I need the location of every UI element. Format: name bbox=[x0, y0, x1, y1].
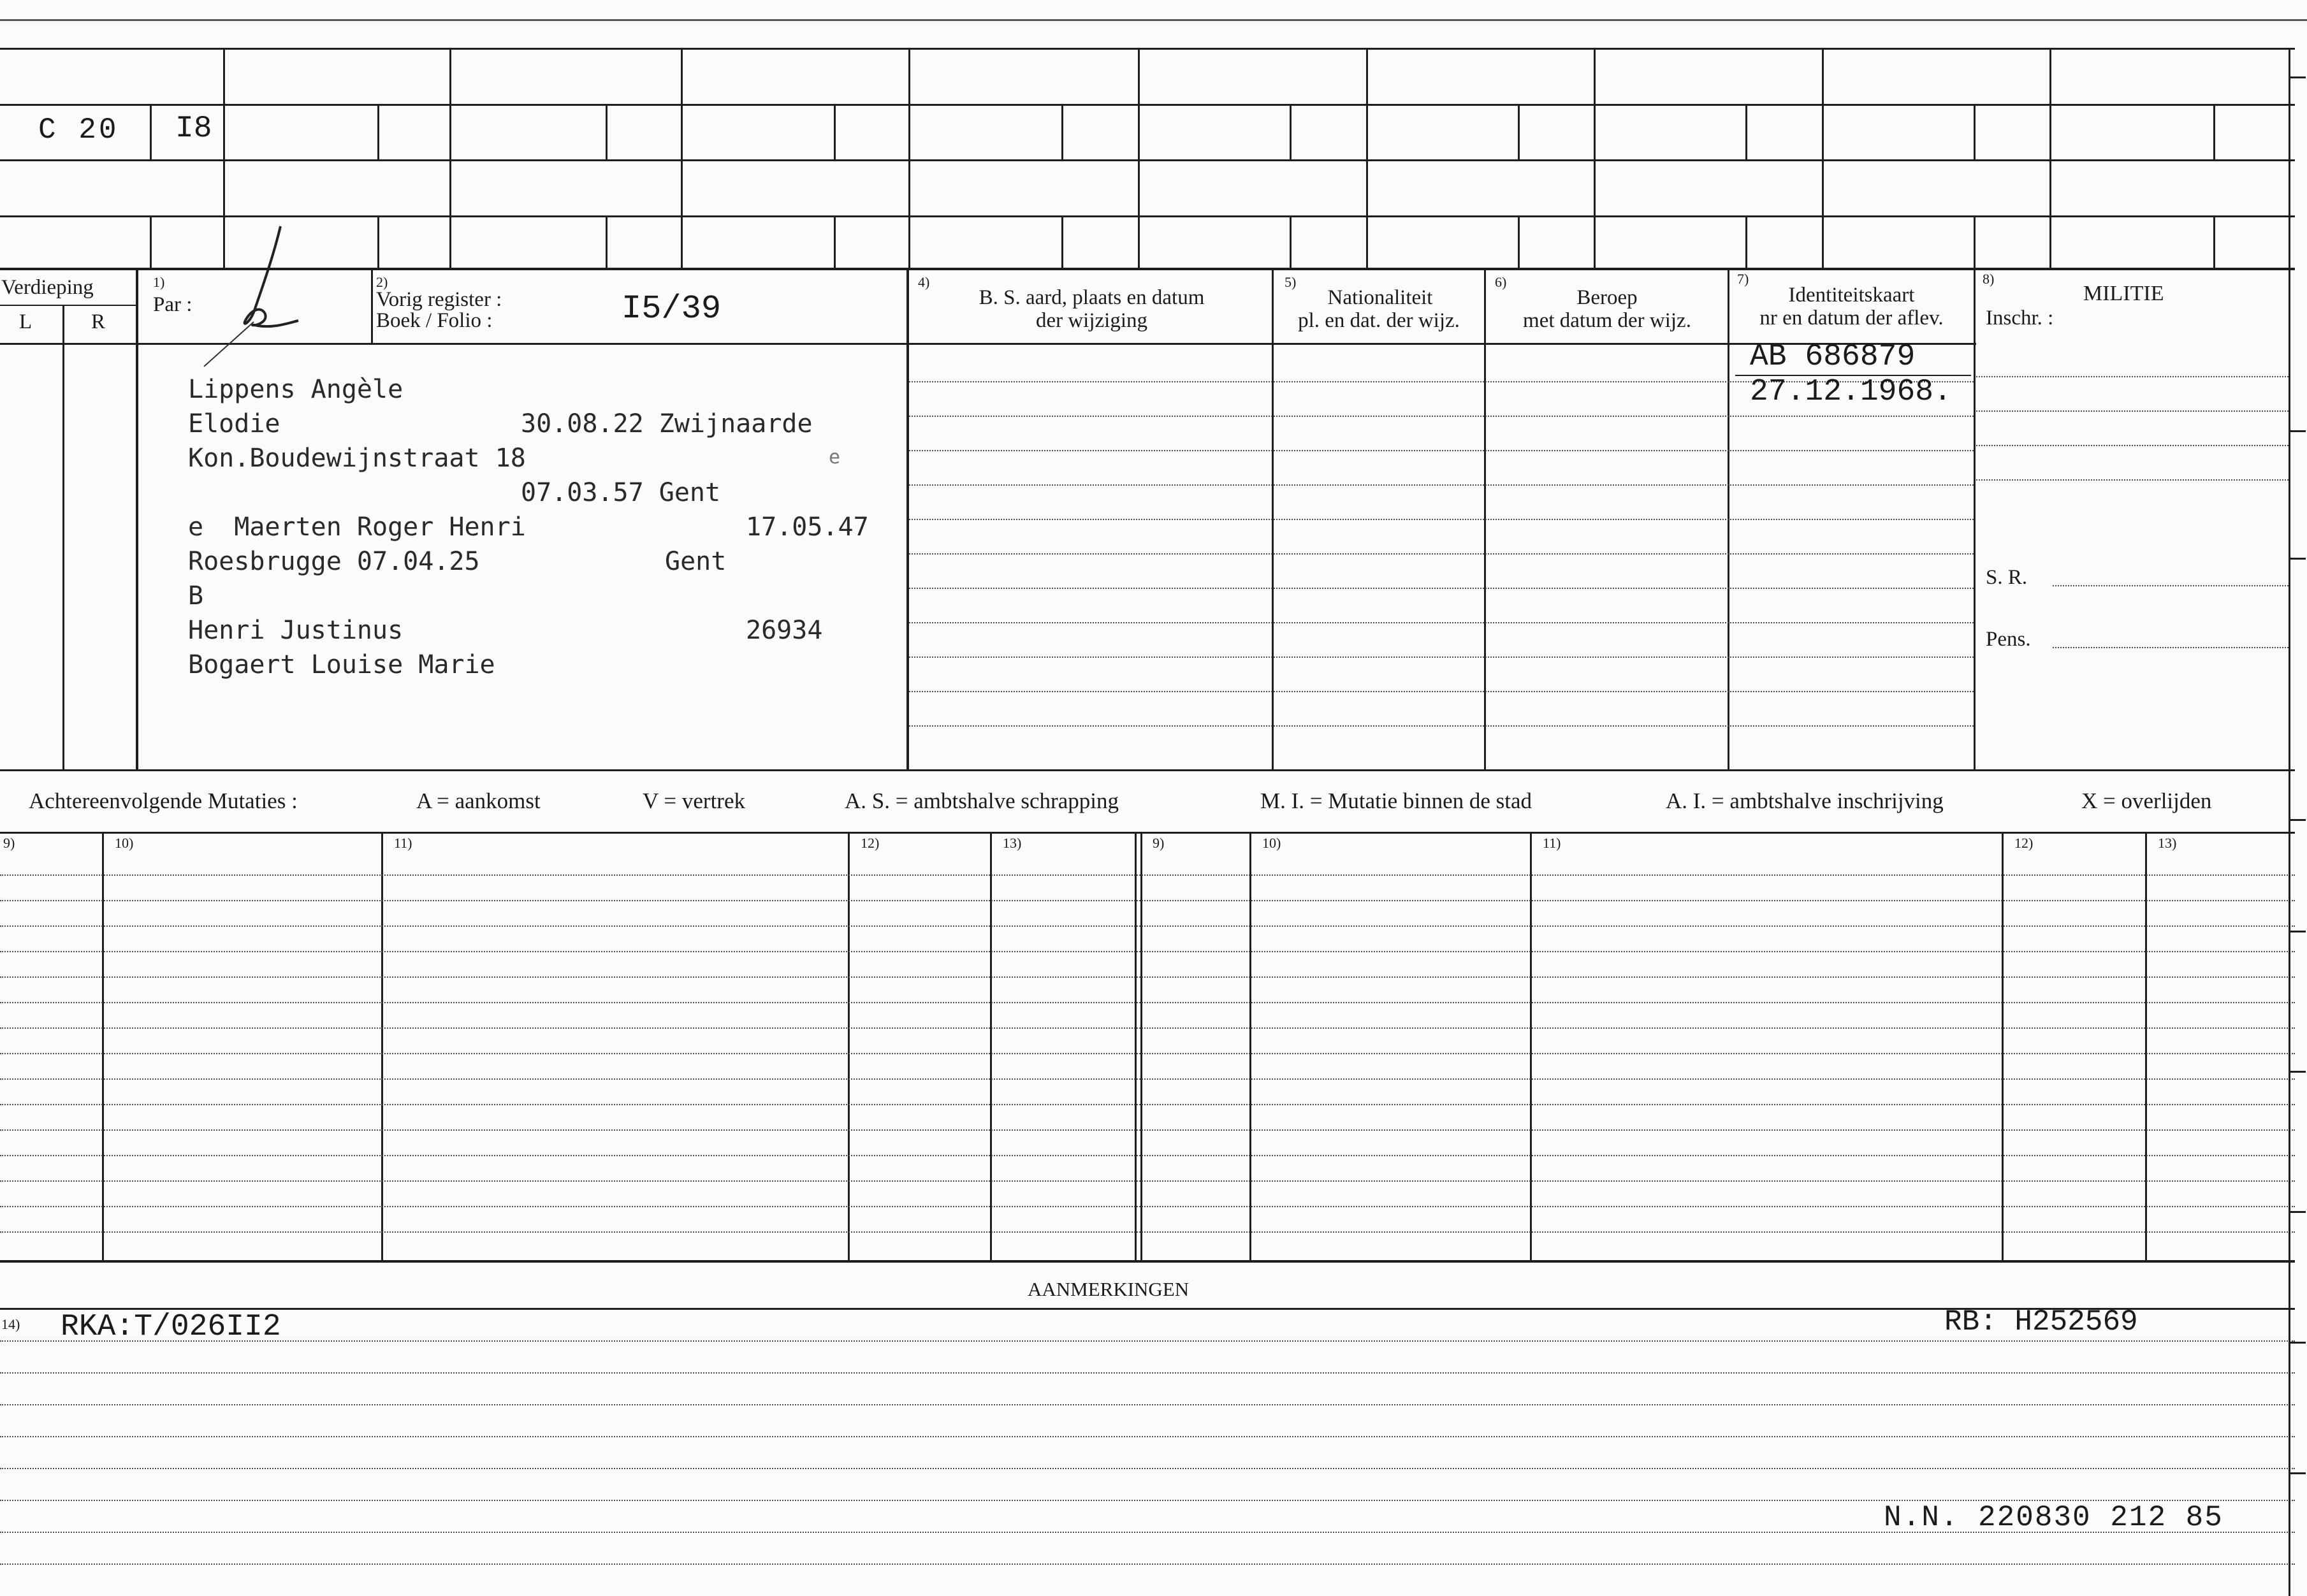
grid-line bbox=[1138, 48, 1140, 268]
mut-col-10b: 10) bbox=[1262, 835, 1281, 851]
margin-tick bbox=[2290, 76, 2306, 78]
folio-value: I5/39 bbox=[622, 290, 722, 328]
margin-tick bbox=[2290, 1472, 2306, 1474]
remarks-title: AANMERKINGEN bbox=[1028, 1278, 1190, 1300]
person-line3: Kon.Boudewijnstraat 18 bbox=[188, 444, 526, 473]
beroep-line2: met datum der wijz. bbox=[1523, 309, 1691, 332]
sr-label: S. R. bbox=[1986, 566, 2028, 589]
ruled-line bbox=[0, 1053, 2295, 1054]
beroep-number: 6) bbox=[1495, 274, 1507, 290]
nat-line1: Nationaliteit bbox=[1327, 286, 1433, 309]
ruled-line bbox=[0, 1027, 2295, 1029]
grid-line bbox=[1272, 270, 1274, 771]
ruled-line bbox=[909, 657, 1974, 658]
grid-line bbox=[906, 270, 909, 771]
person-line8-num: 26934 bbox=[746, 616, 823, 645]
verdieping-l-label: L bbox=[19, 310, 33, 333]
ruled-line bbox=[909, 450, 1974, 451]
ruled-line bbox=[909, 519, 1974, 520]
verdieping-r-label: R bbox=[91, 310, 106, 333]
grid-line bbox=[1518, 104, 1520, 159]
remarks-rb: RB: H252569 bbox=[1944, 1305, 2138, 1338]
grid-line bbox=[990, 832, 992, 1260]
ruled-line bbox=[0, 951, 2295, 952]
grid-line bbox=[1061, 215, 1063, 268]
person-line6-city: Gent bbox=[665, 547, 727, 576]
mut-col-10: 10) bbox=[115, 835, 134, 851]
verdieping-label: Verdieping bbox=[1, 276, 94, 299]
grid-line bbox=[908, 48, 910, 268]
margin-tick bbox=[2290, 931, 2306, 932]
ruled-line bbox=[0, 1436, 2295, 1437]
legend-x: X = overlijden bbox=[2081, 788, 2212, 813]
ruled-line bbox=[0, 1372, 2295, 1374]
ruled-line bbox=[1976, 445, 2289, 446]
grid-line bbox=[0, 268, 2295, 270]
grid-line bbox=[371, 270, 373, 344]
grid-line bbox=[0, 104, 2295, 106]
ruled-line bbox=[0, 1500, 2295, 1501]
ruled-line bbox=[0, 1404, 2295, 1405]
ruled-line bbox=[0, 874, 2295, 876]
ruled-line bbox=[909, 691, 1974, 692]
grid-line bbox=[449, 48, 451, 268]
grid-line bbox=[377, 215, 379, 268]
grid-line bbox=[2049, 48, 2051, 268]
ruled-line bbox=[0, 1532, 2295, 1533]
person-line2-date: 30.08.22 Zwijnaarde bbox=[521, 409, 813, 439]
grid-line bbox=[834, 215, 836, 268]
ruled-line bbox=[909, 484, 1974, 486]
ruled-line bbox=[1976, 479, 2289, 481]
mut-col-13: 13) bbox=[1003, 835, 1022, 851]
legend-title: Achtereenvolgende Mutaties : bbox=[29, 788, 298, 813]
margin-tick bbox=[2290, 1071, 2306, 1073]
grid-line bbox=[1135, 832, 1137, 1260]
grid-line bbox=[1594, 48, 1596, 268]
person-line4: 07.03.57 Gent bbox=[521, 478, 721, 507]
ruled-line bbox=[1976, 410, 2289, 412]
par-number: 1) bbox=[153, 274, 165, 290]
ruled-line bbox=[0, 925, 2295, 927]
margin-tick bbox=[2290, 1342, 2306, 1344]
ruled-line bbox=[909, 553, 1974, 555]
grid-line bbox=[1974, 270, 1976, 771]
grid-line bbox=[1140, 832, 1142, 1260]
id-line1: Identiteitskaart bbox=[1788, 284, 1915, 307]
ruled-line bbox=[909, 416, 1974, 417]
ruled-line bbox=[0, 976, 2295, 978]
grid-line bbox=[136, 270, 138, 771]
mut-col-11b: 11) bbox=[1543, 835, 1561, 851]
bs-line1: B. S. aard, plaats en datum bbox=[979, 286, 1205, 309]
boek-folio-label: Boek / Folio : bbox=[376, 309, 493, 332]
grid-line bbox=[2213, 215, 2215, 268]
grid-line bbox=[681, 48, 683, 268]
mut-col-9b: 9) bbox=[1153, 835, 1165, 851]
grid-line bbox=[606, 104, 608, 159]
grid-line bbox=[0, 48, 2295, 50]
grid-line bbox=[0, 769, 2295, 771]
code-i: I8 bbox=[175, 112, 212, 146]
inschr-label: Inschr. : bbox=[1986, 307, 2054, 330]
grid-line bbox=[0, 215, 2295, 217]
mut-col-13b: 13) bbox=[2158, 835, 2177, 851]
beroep-line1: Beroep bbox=[1576, 286, 1638, 309]
grid-line bbox=[2145, 832, 2147, 1260]
par-signature bbox=[191, 220, 319, 379]
pens-line bbox=[2053, 647, 2289, 648]
grid-line bbox=[1290, 104, 1292, 159]
grid-line bbox=[606, 215, 608, 268]
grid-line bbox=[1974, 215, 1976, 268]
person-line2-name: Elodie bbox=[188, 409, 280, 439]
ruled-line bbox=[0, 1078, 2295, 1080]
ruled-line bbox=[0, 1563, 2295, 1565]
legend-ai: A. I. = ambtshalve inschrijving bbox=[1666, 788, 1944, 813]
margin-tick bbox=[2290, 819, 2306, 821]
person-line9: Bogaert Louise Marie bbox=[188, 650, 495, 679]
grid-line bbox=[848, 832, 850, 1260]
mut-col-12b: 12) bbox=[2014, 835, 2034, 851]
margin-line bbox=[2289, 270, 2290, 1596]
vorig-number: 2) bbox=[376, 274, 388, 290]
ruled-line bbox=[0, 1231, 2295, 1233]
ruled-line bbox=[1976, 376, 2289, 377]
grid-line bbox=[1974, 104, 1976, 159]
grid-line bbox=[381, 832, 383, 1260]
grid-line bbox=[1530, 832, 1532, 1260]
ruled-line bbox=[0, 1104, 2295, 1105]
ruled-line bbox=[0, 1155, 2295, 1156]
sr-line bbox=[2053, 585, 2289, 586]
grid-line bbox=[377, 104, 379, 159]
grid-line bbox=[1366, 48, 1368, 268]
margin-tick bbox=[2290, 1211, 2306, 1213]
bs-line2: der wijziging bbox=[1035, 309, 1148, 332]
remarks-nn: N.N. 220830 212 85 bbox=[1884, 1501, 2223, 1534]
grid-line bbox=[102, 832, 104, 1260]
grid-line bbox=[1061, 104, 1063, 159]
remarks-rka: RKA:T/026II2 bbox=[61, 1310, 281, 1344]
grid-line bbox=[1249, 832, 1251, 1260]
grid-line bbox=[0, 305, 137, 306]
pens-label: Pens. bbox=[1986, 628, 2031, 651]
person-line1: Lippens Angèle bbox=[188, 375, 404, 404]
grid-line bbox=[1728, 270, 1729, 771]
nat-number: 5) bbox=[1284, 274, 1297, 290]
par-label: Par : bbox=[153, 293, 193, 316]
legend-a: A = aankomst bbox=[416, 788, 541, 813]
grid-line bbox=[0, 832, 2295, 834]
mut-col-9: 9) bbox=[3, 835, 15, 851]
margin-tick bbox=[2290, 430, 2306, 432]
id-card-number: AB 686879 bbox=[1750, 340, 1916, 374]
id-line2: nr en datum der aflev. bbox=[1759, 307, 1944, 330]
ruled-line bbox=[0, 1002, 2295, 1003]
grid-line bbox=[150, 215, 152, 268]
grid-line bbox=[1745, 104, 1747, 159]
person-line7: B bbox=[188, 581, 204, 611]
page-top-edge bbox=[0, 19, 2307, 21]
grid-line bbox=[1518, 215, 1520, 268]
person-line5-date: 17.05.47 bbox=[746, 512, 869, 542]
grid-line bbox=[1745, 215, 1747, 268]
grid-line bbox=[0, 1260, 2295, 1263]
bs-number: 4) bbox=[918, 274, 930, 290]
legend-v: V = vertrek bbox=[643, 788, 745, 813]
ruled-line bbox=[0, 1468, 2295, 1469]
ruled-line bbox=[0, 1129, 2295, 1131]
legend-mi: M. I. = Mutatie binnen de stad bbox=[1260, 788, 1532, 813]
grid-line bbox=[1290, 215, 1292, 268]
person-line8-name: Henri Justinus bbox=[188, 616, 404, 645]
remarks-number: 14) bbox=[1, 1316, 20, 1332]
grid-line bbox=[2213, 104, 2215, 159]
nat-line2: pl. en dat. der wijz. bbox=[1298, 309, 1460, 332]
code-c: C 20 bbox=[38, 113, 119, 147]
ruled-line bbox=[909, 588, 1974, 589]
grid-line bbox=[2002, 832, 2004, 1260]
grid-line bbox=[150, 104, 152, 159]
mut-col-11: 11) bbox=[394, 835, 412, 851]
mut-col-12: 12) bbox=[861, 835, 880, 851]
ruled-line bbox=[0, 900, 2295, 901]
person-line6-place: Roesbrugge 07.04.25 bbox=[188, 547, 480, 576]
grid-line bbox=[1484, 270, 1486, 771]
grid-line bbox=[1822, 48, 1824, 268]
id-number: 7) bbox=[1737, 271, 1749, 287]
margin-tick bbox=[2290, 558, 2306, 560]
ruled-line bbox=[0, 1206, 2295, 1207]
ruled-line bbox=[0, 1180, 2295, 1182]
militie-number: 8) bbox=[1983, 271, 1995, 287]
person-line3-mark: e bbox=[829, 446, 841, 468]
ruled-line bbox=[909, 725, 1974, 727]
grid-line bbox=[834, 104, 836, 159]
grid-line bbox=[0, 159, 2295, 161]
militie-label: MILITIE bbox=[2083, 282, 2164, 305]
grid-line bbox=[2289, 48, 2290, 268]
person-line5-name: e Maerten Roger Henri bbox=[188, 512, 526, 542]
grid-line bbox=[62, 305, 64, 770]
ruled-line bbox=[0, 1340, 2295, 1342]
legend-as: A. S. = ambtshalve schrapping bbox=[845, 788, 1119, 813]
id-card-date: 27.12.1968. bbox=[1750, 375, 1952, 409]
vorig-label: Vorig register : bbox=[376, 288, 502, 311]
ruled-line bbox=[909, 622, 1974, 623]
